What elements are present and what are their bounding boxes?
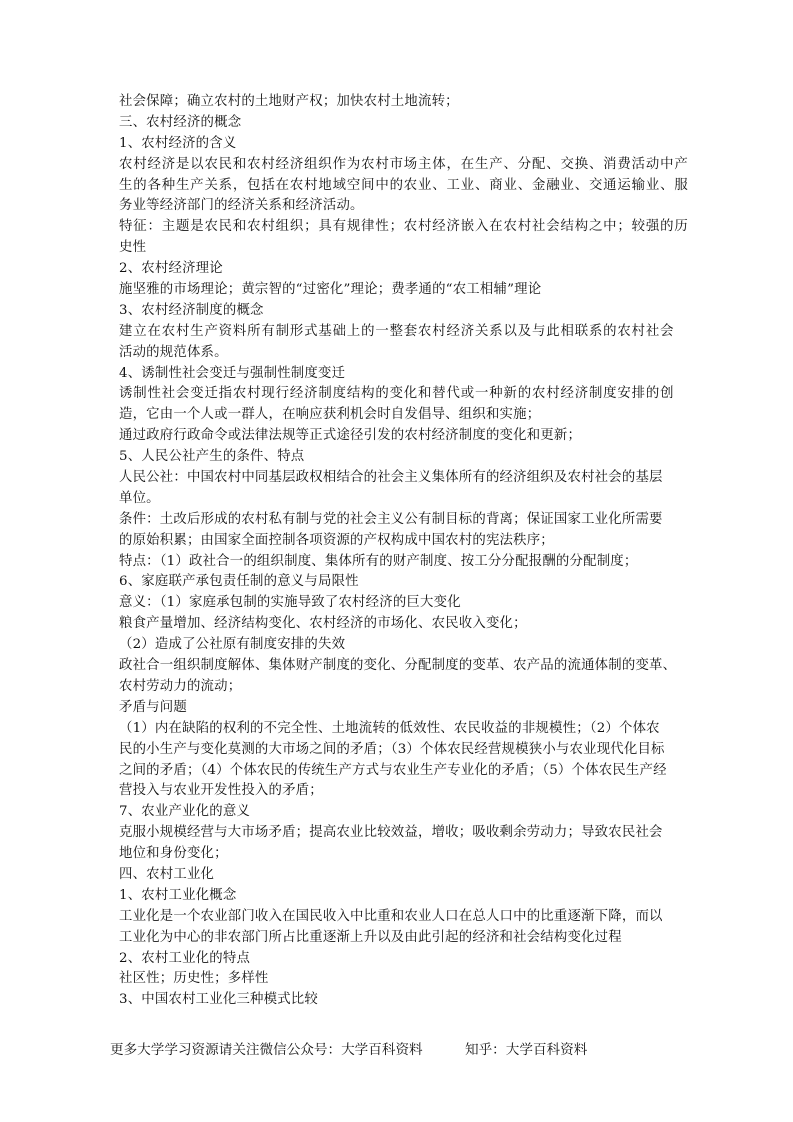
text-line: （2）造成了公社原有制度安排的失效 (119, 637, 346, 653)
text-line: 意义：（1）家庭承包制的实施导致了农村经济的巨大变化 (119, 595, 461, 611)
text-line: 工业化为中心的非农部门所占比重逐渐上升以及由此引起的经济和社会结构变化过程 (119, 929, 622, 945)
text-line: 社会保障；确立农村的土地财产权；加快农村土地流转； (119, 94, 459, 109)
subsection-heading: 2、农村工业化的特点 (119, 950, 251, 966)
text-line: 农村劳动力的流动； (119, 678, 242, 694)
text-line: 特征：主题是农民和农村组织；具有规律性；农村经济嵌入在农村社会结构之中；较强的历 (119, 219, 689, 235)
text-line: 粮食产量增加、经济结构变化、农村经济的市场化、农民收入变化； (119, 616, 527, 632)
footer-wechat-note: 更多大学学习资源请关注微信公众号：大学百科资料 (110, 1042, 423, 1058)
text-line: 政社合一组织制度解体、集体财产制度的变化、分配制度的变革、农产品的流通体制的变革、 (119, 658, 677, 674)
text-line: 特点：（1）政社合一的组织制度、集体所有的财产制度、按工分分配报酬的分配制度； (119, 553, 638, 569)
text-line: 史性 (119, 240, 147, 256)
subsection-heading: 4、诱制性社会变迁与强制性制度变迁 (119, 365, 346, 381)
text-line: 民的小生产与变化莫测的大市场之间的矛盾；（3）个体农民经营规模狭小与农业现代化目标 (119, 741, 665, 757)
subsection-heading: 2、农村经济理论 (119, 261, 223, 277)
text-line: 工业化是一个农业部门收入在国民收入中比重和农业人口在总人口中的比重逐渐下降，而以 (119, 908, 663, 924)
text-line: （1）内在缺陷的权利的不完全性、土地流转的低效性、农民收益的非规模性；（2）个体农 (119, 720, 660, 736)
subsection-heading: 7、农业产业化的意义 (119, 804, 251, 820)
footer-zhihu-note: 知乎：大学百科资料 (465, 1042, 588, 1058)
subsection-heading: 3、中国农村工业化三种模式比较 (119, 992, 318, 1008)
text-line: 务业等经济部门的经济关系和经济活动。 (119, 198, 364, 214)
text-line: 建立在农村生产资料所有制形式基础上的一整套农村经济关系以及与此相联系的农村社会 (119, 323, 675, 339)
subsection-heading: 1、农村经济的含义 (119, 135, 237, 151)
text-line: 营投入与农业开发性投入的矛盾； (119, 783, 323, 799)
subsection-heading: 1、农村工业化概念 (119, 887, 237, 903)
text-line: 社区性；历史性；多样性 (119, 971, 269, 987)
section-heading: 四、农村工业化 (119, 866, 215, 882)
text-line: 人民公社：中国农村中同基层政权相结合的社会主义集体所有的经济组织及农村社会的基层 (119, 470, 663, 486)
text-line: 活动的规范体系。 (119, 344, 228, 360)
subsection-heading: 5、人民公社产生的条件、特点 (119, 449, 305, 465)
text-line: 施坚雅的市场理论；黄宗智的“过密化”理论；费孝通的“农工相辅”理论 (119, 282, 542, 298)
text-line: 之间的矛盾；（4）个体农民的传统生产方式与农业生产专业化的矛盾；（5）个体农民生产经 (119, 762, 667, 778)
text-line: 诱制性社会变迁指农村现行经济制度结构的变化和替代或一种新的农村经济制度安排的创 (119, 386, 675, 402)
text-line: 地位和身份变化； (119, 846, 228, 862)
text-line: 的原始积累；由国家全面控制各项资源的产权构成中国农村的宪法秩序； (119, 532, 554, 548)
text-line: 克服小规模经营与大市场矛盾；提高农业比较效益，增收；吸收剩余劳动力；导致农民社会 (119, 825, 663, 841)
subsection-heading: 3、农村经济制度的概念 (119, 302, 264, 318)
text-line: 单位。 (119, 490, 160, 506)
subsection-heading: 6、家庭联产承包责任制的意义与局限性 (119, 574, 359, 590)
text-line: 生的各种生产关系，包括在农村地域空间中的农业、工业、商业、金融业、交通运输业、服 (119, 177, 689, 193)
text-line: 通过政府行政命令或法律法规等正式途径引发的农村经济制度的变化和更新； (119, 428, 582, 444)
text-line: 造，它由一个人或一群人，在响应获利机会时自发倡导、组织和实施； (119, 407, 541, 423)
section-heading: 三、农村经济的概念 (119, 114, 242, 130)
text-line: 农村经济是以农民和农村经济组织作为农村市场主体，在生产、分配、交换、消费活动中产 (119, 156, 689, 172)
page-footer (110, 1040, 710, 1060)
text-line: 矛盾与问题 (119, 699, 187, 715)
document-body (119, 92, 689, 1011)
text-line: 条件：土改后形成的农村私有制与党的社会主义公有制目标的背离；保证国家工业化所需要 (119, 511, 663, 527)
